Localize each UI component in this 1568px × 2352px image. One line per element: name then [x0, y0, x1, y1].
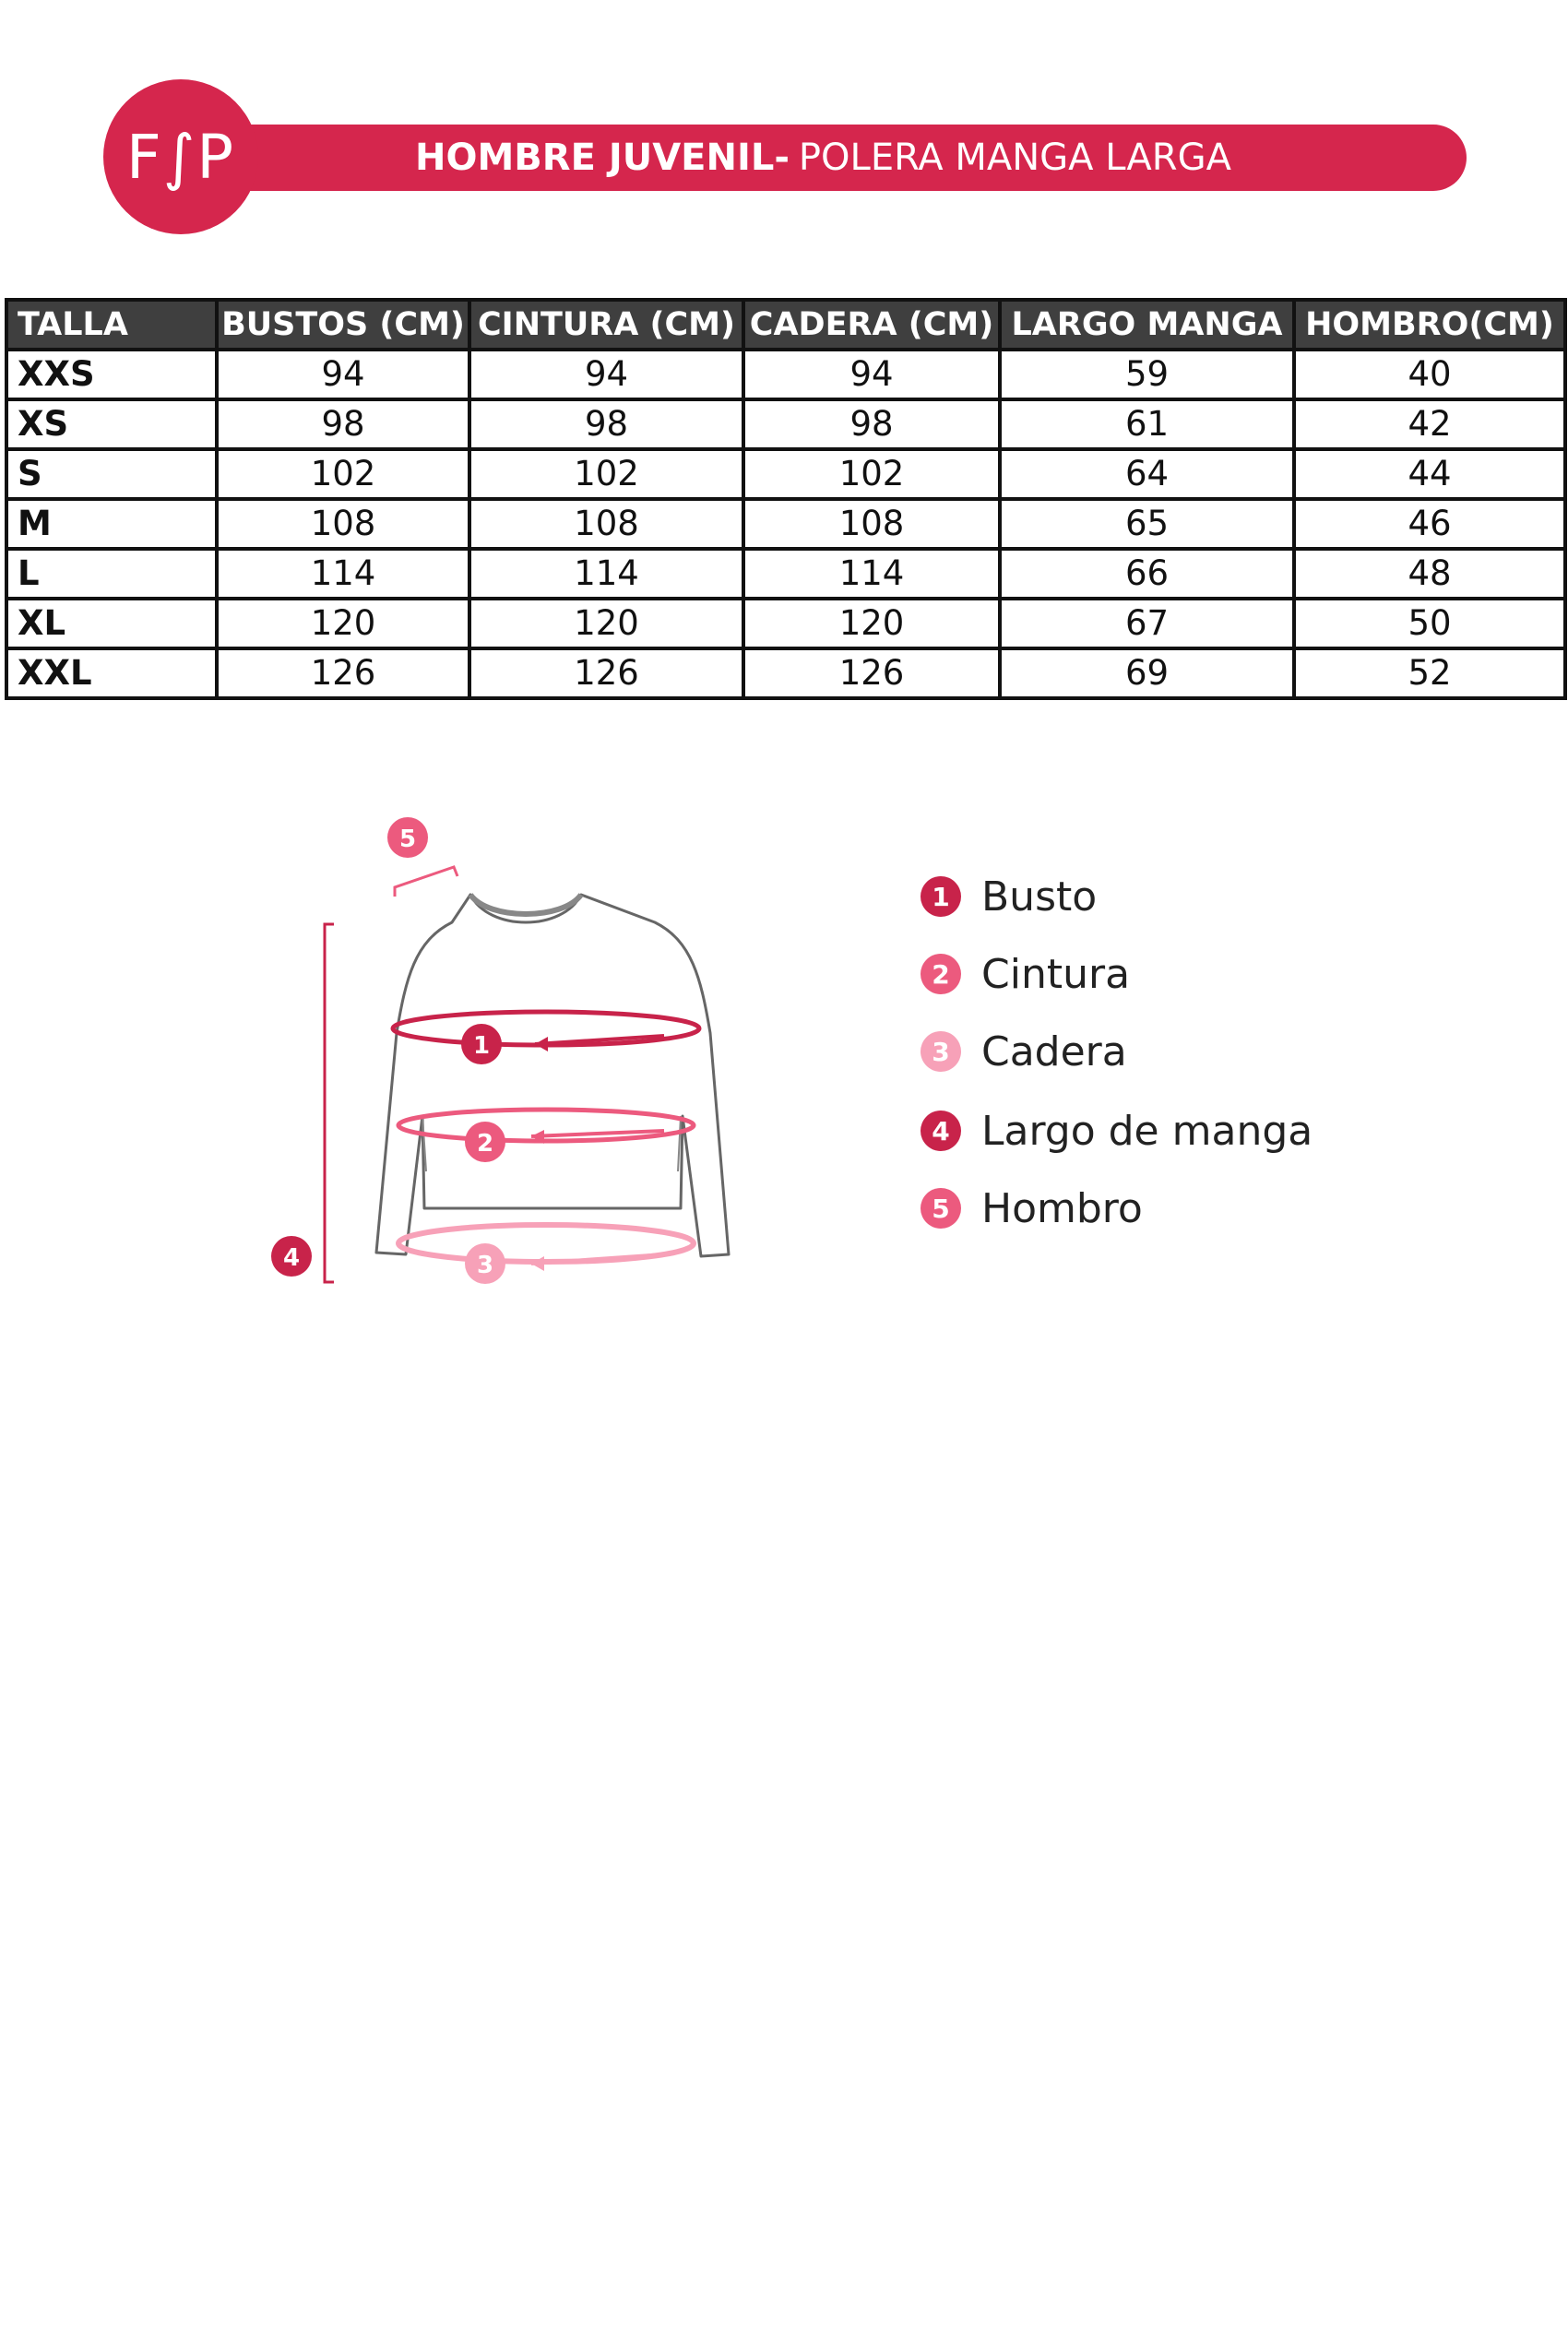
header-hombro: HOMBRO(CM)	[1294, 300, 1565, 350]
legend-item-cadera	[921, 1024, 1382, 1079]
legend-number-icon: 2	[921, 954, 961, 994]
cell-value: 108	[217, 499, 469, 549]
cell-value: 98	[217, 399, 469, 449]
shirt-outline-icon	[376, 895, 729, 1256]
cell-value: 52	[1294, 648, 1565, 698]
cell-value: 44	[1294, 449, 1565, 499]
table-row	[6, 350, 1565, 399]
cell-value: 42	[1294, 399, 1565, 449]
cell-value: 102	[743, 449, 1000, 499]
cell-size: M	[6, 499, 217, 549]
marker-5-label: 5	[398, 826, 417, 853]
cell-value: 66	[1000, 549, 1294, 599]
cell-value: 59	[1000, 350, 1294, 399]
legend-item-cintura	[921, 946, 1382, 1002]
cell-value: 102	[217, 449, 469, 499]
cell-value: 126	[469, 648, 743, 698]
cell-value: 126	[743, 648, 1000, 698]
marker-1-label: 1	[472, 1032, 491, 1060]
cell-value: 67	[1000, 599, 1294, 648]
marker-4-label: 4	[282, 1244, 301, 1272]
table-row	[6, 549, 1565, 599]
cell-value: 114	[469, 549, 743, 599]
cell-value: 98	[743, 399, 1000, 449]
cell-value: 65	[1000, 499, 1294, 549]
table-row	[6, 499, 1565, 549]
table-header-row	[6, 300, 1565, 350]
cell-size: L	[6, 549, 217, 599]
table-row	[6, 648, 1565, 698]
legend-label: Busto	[981, 873, 1098, 921]
legend-number-icon: 4	[921, 1111, 961, 1151]
header-largo-manga: LARGO MANGA	[1000, 300, 1294, 350]
legend-label: Largo de manga	[981, 1107, 1313, 1155]
page-title	[415, 125, 1231, 191]
cell-value: 40	[1294, 350, 1565, 399]
cell-value: 46	[1294, 499, 1565, 549]
title-bold: HOMBRE JUVENIL-	[415, 137, 790, 179]
cell-value: 94	[743, 350, 1000, 399]
legend-number-icon: 5	[921, 1188, 961, 1229]
cell-value: 94	[469, 350, 743, 399]
legend-label: Hombro	[981, 1184, 1143, 1232]
table-row	[6, 599, 1565, 648]
cell-value: 120	[469, 599, 743, 648]
cell-value: 61	[1000, 399, 1294, 449]
cell-value: 120	[217, 599, 469, 648]
cell-size: S	[6, 449, 217, 499]
cell-value: 50	[1294, 599, 1565, 648]
legend-item-busto	[921, 869, 1382, 924]
cell-size: XXL	[6, 648, 217, 698]
legend-label: Cintura	[981, 950, 1131, 998]
sleeve-length-bracket	[325, 924, 334, 1282]
header-cintura: CINTURA (CM)	[469, 300, 743, 350]
size-table	[5, 298, 1567, 700]
header-cadera: CADERA (CM)	[743, 300, 1000, 350]
logo-text: F∫P	[125, 121, 236, 193]
cell-value: 94	[217, 350, 469, 399]
cell-value: 48	[1294, 549, 1565, 599]
shoulder-bracket	[395, 867, 457, 897]
legend-label: Cadera	[981, 1028, 1127, 1075]
garment-measurement-figure	[258, 802, 775, 1319]
cell-value: 126	[217, 648, 469, 698]
cell-value: 108	[743, 499, 1000, 549]
legend-item-largo-de-manga	[921, 1103, 1382, 1158]
cell-value: 64	[1000, 449, 1294, 499]
cell-size: XXS	[6, 350, 217, 399]
legend-item-hombro	[921, 1181, 1382, 1236]
cell-value: 69	[1000, 648, 1294, 698]
cell-value: 108	[469, 499, 743, 549]
brand-logo	[103, 79, 258, 234]
legend-number-icon: 3	[921, 1031, 961, 1072]
cell-value: 114	[743, 549, 1000, 599]
cell-size: XL	[6, 599, 217, 648]
cell-value: 120	[743, 599, 1000, 648]
legend-number-icon: 1	[921, 876, 961, 917]
cell-size: XS	[6, 399, 217, 449]
table-row	[6, 399, 1565, 449]
header-bustos: BUSTOS (CM)	[217, 300, 469, 350]
cell-value: 114	[217, 549, 469, 599]
marker-2-label: 2	[476, 1130, 494, 1158]
marker-3-label: 3	[476, 1252, 494, 1279]
cell-value: 102	[469, 449, 743, 499]
cell-value: 98	[469, 399, 743, 449]
title-light: POLERA MANGA LARGA	[798, 137, 1231, 179]
header-talla: TALLA	[6, 300, 217, 350]
table-row	[6, 449, 1565, 499]
